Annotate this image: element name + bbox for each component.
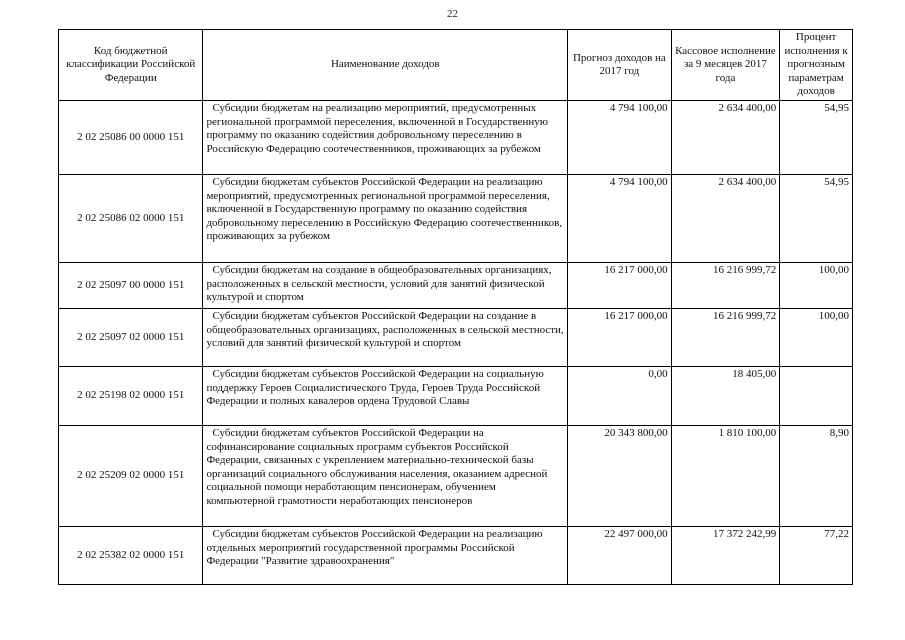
row-name-text: Субсидии бюджетам на создание в общеобразовательных организациях, расположенных в сельской местности, условий для занятий физической культурой и спортом — [206, 264, 552, 303]
row-forecast: 20 343 800,00 — [568, 426, 671, 527]
row-percent: 100,00 — [780, 309, 853, 367]
row-name-text: Субсидии бюджетам субъектов Российской Федерации на создание в общеобразовательных организациях, расположенных в сельской местности, условий для занятий физической культурой и спортом — [206, 310, 564, 349]
row-code: 2 02 25097 02 0000 151 — [59, 309, 203, 367]
row-name — [203, 263, 568, 309]
row-actual: 17 372 242,99 — [671, 527, 780, 585]
table-row — [59, 101, 853, 175]
row-percent: 77,22 — [780, 527, 853, 585]
row-actual: 2 634 400,00 — [671, 175, 780, 263]
row-actual: 16 216 999,72 — [671, 309, 780, 367]
row-name-text: Субсидии бюджетам субъектов Российской Федерации на реализацию отдельных мероприятий государственной программы Российской Федерации "Развитие здравоохранения" — [206, 528, 543, 567]
row-name-text: Субсидии бюджетам субъектов Российской Федерации на реализацию мероприятий, предусмотренных региональной программой переселения, включенной в Государственную программу по оказанию содействия добровольному переселению в Российскую Федерацию соотечественников, проживающих за рубежом — [206, 176, 563, 242]
table-row — [59, 263, 853, 309]
row-name — [203, 309, 568, 367]
budget-table — [58, 29, 853, 585]
row-name — [203, 101, 568, 175]
row-actual: 18 405,00 — [671, 367, 780, 426]
row-percent: 8,90 — [780, 426, 853, 527]
row-actual: 1 810 100,00 — [671, 426, 780, 527]
row-name — [203, 426, 568, 527]
table-row — [59, 426, 853, 527]
table-row — [59, 175, 853, 263]
row-name — [203, 367, 568, 426]
row-percent — [780, 367, 853, 426]
row-name-text: Субсидии бюджетам субъектов Российской Федерации на софинансирование социальных программ субъектов Российской Федерации, связанных с укреплением материально-технической базы организаций социального обслуживания населения, оказанием адресной социальной помощи неработающим пенсионерам, обучением компьютерной грамотности неработающих пенсионеров — [206, 427, 548, 507]
table-header-row — [59, 30, 853, 101]
row-code: 2 02 25382 02 0000 151 — [59, 527, 203, 585]
table-row — [59, 309, 853, 367]
row-code: 2 02 25086 00 0000 151 — [59, 101, 203, 175]
table-row — [59, 527, 853, 585]
row-forecast: 22 497 000,00 — [568, 527, 671, 585]
page-number: 22 — [447, 8, 458, 20]
row-forecast: 16 217 000,00 — [568, 309, 671, 367]
row-actual: 2 634 400,00 — [671, 101, 780, 175]
header-actual: Кассовое исполнение за 9 месяцев 2017 года — [671, 30, 780, 101]
row-code: 2 02 25086 02 0000 151 — [59, 175, 203, 263]
row-forecast: 4 794 100,00 — [568, 101, 671, 175]
row-code: 2 02 25097 00 0000 151 — [59, 263, 203, 309]
header-name: Наименование доходов — [203, 30, 568, 101]
row-code: 2 02 25198 02 0000 151 — [59, 367, 203, 426]
row-name-text: Субсидии бюджетам на реализацию мероприятий, предусмотренных региональной программой переселения, включенной в Государственную программу по оказанию содействия добровольному переселению в Российскую Федерацию соотечественников, проживающих за рубежом — [206, 102, 548, 155]
row-forecast: 16 217 000,00 — [568, 263, 671, 309]
row-percent: 100,00 — [780, 263, 853, 309]
row-actual: 16 216 999,72 — [671, 263, 780, 309]
row-name — [203, 527, 568, 585]
row-name-text: Субсидии бюджетам субъектов Российской Федерации на социальную поддержку Героев Социалистического Труда, Героев Труда Российской Федерации и полных кавалеров ордена Трудовой Славы — [206, 368, 544, 407]
row-percent: 54,95 — [780, 101, 853, 175]
header-forecast: Прогноз доходов на 2017 год — [568, 30, 671, 101]
row-code: 2 02 25209 02 0000 151 — [59, 426, 203, 527]
header-percent: Процент исполнения к прогнозным параметрам доходов — [780, 30, 853, 101]
row-forecast: 4 794 100,00 — [568, 175, 671, 263]
header-code: Код бюджетной классификации Российской Федерации — [59, 30, 203, 101]
row-percent: 54,95 — [780, 175, 853, 263]
table-row — [59, 367, 853, 426]
row-forecast: 0,00 — [568, 367, 671, 426]
row-name — [203, 175, 568, 263]
